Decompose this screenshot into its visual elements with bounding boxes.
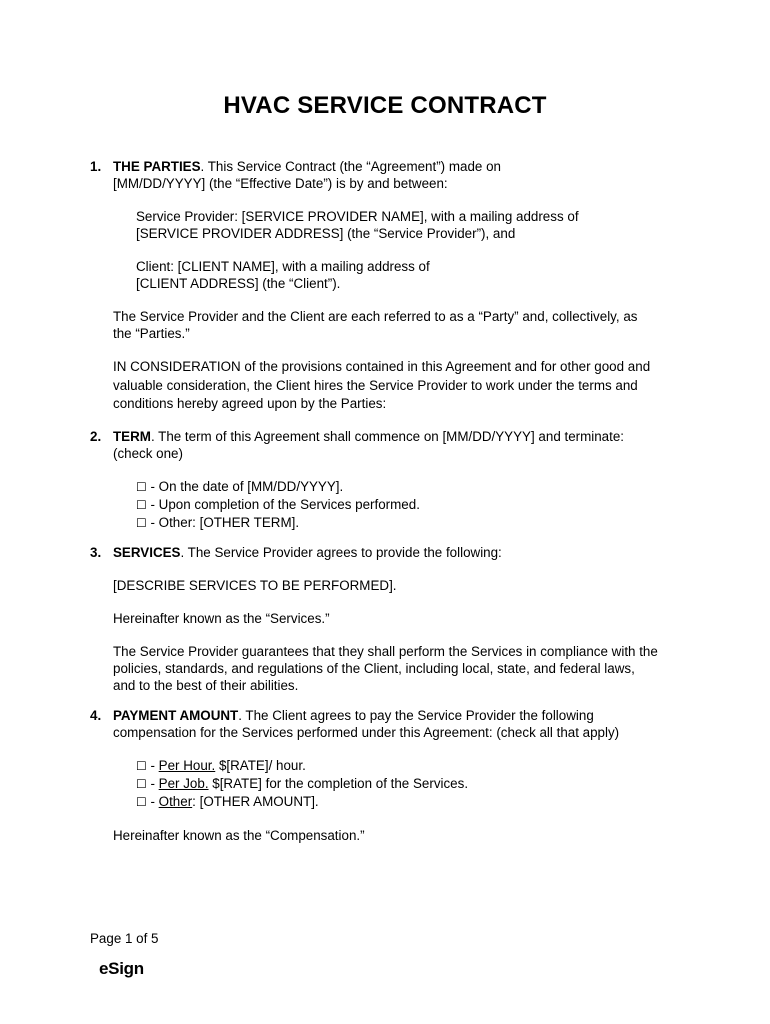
checkbox[interactable]: ☐	[136, 480, 147, 494]
section-number: 1.	[90, 159, 102, 174]
consideration-paragraph: IN CONSIDERATION of the provisions contained in this Agreement and for other good and valuable consideration, the Client hires the Service Provider to work under the terms and conditions hereby agreed upon by the Parties:	[113, 359, 651, 411]
section-parties	[90, 158, 690, 414]
services-guarantee: The Service Provider guarantees that they shall perform the Services in compliance with the policies, standards, and regulations of the Client, including local, state, and federal laws, and to the best of their abilities.	[113, 644, 658, 693]
term-option-completion: ☐ - Upon completion of the Services performed.	[136, 497, 420, 512]
section-heading: THE PARTIES	[113, 159, 201, 174]
section-term: 2. TERM. The term of this Agreement shall commence on [MM/DD/YYYY] and terminate: (check one) ☐ - On the date of [MM/DD/YYYY]. ☐ - Upon completion of the Services performed. ☐ - Other: [OTHER TERM].	[90, 428, 690, 532]
payment-option-other: ☐ - Other: [OTHER AMOUNT].	[136, 794, 319, 809]
checkbox[interactable]: ☐	[136, 795, 147, 809]
payment-hereinafter: Hereinafter known as the “Compensation.”	[113, 828, 365, 843]
section-payment: 4. PAYMENT AMOUNT. The Client agrees to pay the Service Provider the following compensation for the Services performed under this Agreement: (check all that apply) ☐ - Per Hour. $[RATE]/ hour. ☐ - Per Job. $[RATE] for the completion of the Services. ☐ - Other: [OTHER AMOUNT]. Hereinafter known as the “Compensation.”	[90, 707, 690, 844]
services-intro: SERVICES. The Service Provider agrees to provide the following:	[113, 545, 502, 560]
section-heading: TERM	[113, 429, 151, 444]
checkbox[interactable]: ☐	[136, 759, 147, 773]
payment-option-hour: ☐ - Per Hour. $[RATE]/ hour.	[136, 758, 306, 773]
section-services	[90, 544, 690, 694]
parties-intro-cont: [MM/DD/YYYY] (the “Effective Date”) is by and between:	[113, 176, 448, 191]
payment-intro: PAYMENT AMOUNT. The Client agrees to pay the Service Provider the following	[113, 708, 594, 723]
section-number: 3.	[90, 545, 102, 560]
checkbox[interactable]: ☐	[136, 516, 147, 530]
term-options	[136, 478, 690, 532]
section-number: 2.	[90, 429, 102, 444]
page-number: Page 1 of 5	[90, 931, 159, 946]
esign-logo: eSign	[99, 959, 144, 978]
services-hereinafter: Hereinafter known as the “Services.”	[113, 611, 330, 626]
payment-option-job: ☐ - Per Job. $[RATE] for the completion of the Services.	[136, 776, 469, 791]
party-definition: The Service Provider and the Client are each referred to as a “Party” and, collectively, as the “Parties.”	[113, 309, 638, 341]
client-block: Client: [CLIENT NAME], with a mailing address of [CLIENT ADDRESS] (the “Client”).	[136, 259, 430, 291]
term-option-date: ☐ - On the date of [MM/DD/YYYY].	[136, 479, 344, 494]
checkbox[interactable]: ☐	[136, 498, 147, 512]
document-title: HVAC SERVICE CONTRACT	[223, 92, 547, 119]
section-heading: PAYMENT AMOUNT	[113, 708, 239, 723]
term-intro: TERM. The term of this Agreement shall commence on [MM/DD/YYYY] and terminate:	[113, 429, 625, 444]
payment-options	[136, 757, 690, 811]
parties-intro: THE PARTIES. This Service Contract (the “Agreement”) made on	[113, 159, 501, 174]
checkbox[interactable]: ☐	[136, 777, 147, 791]
service-provider-block: Service Provider: [SERVICE PROVIDER NAME], with a mailing address of [SERVICE PROVIDER ADDRESS] (the “Service Provider”), and	[136, 209, 579, 241]
term-option-other: ☐ - Other: [OTHER TERM].	[136, 515, 300, 530]
section-heading: SERVICES	[113, 545, 181, 560]
section-number: 4.	[90, 708, 102, 723]
services-description: [DESCRIBE SERVICES TO BE PERFORMED].	[113, 578, 397, 593]
